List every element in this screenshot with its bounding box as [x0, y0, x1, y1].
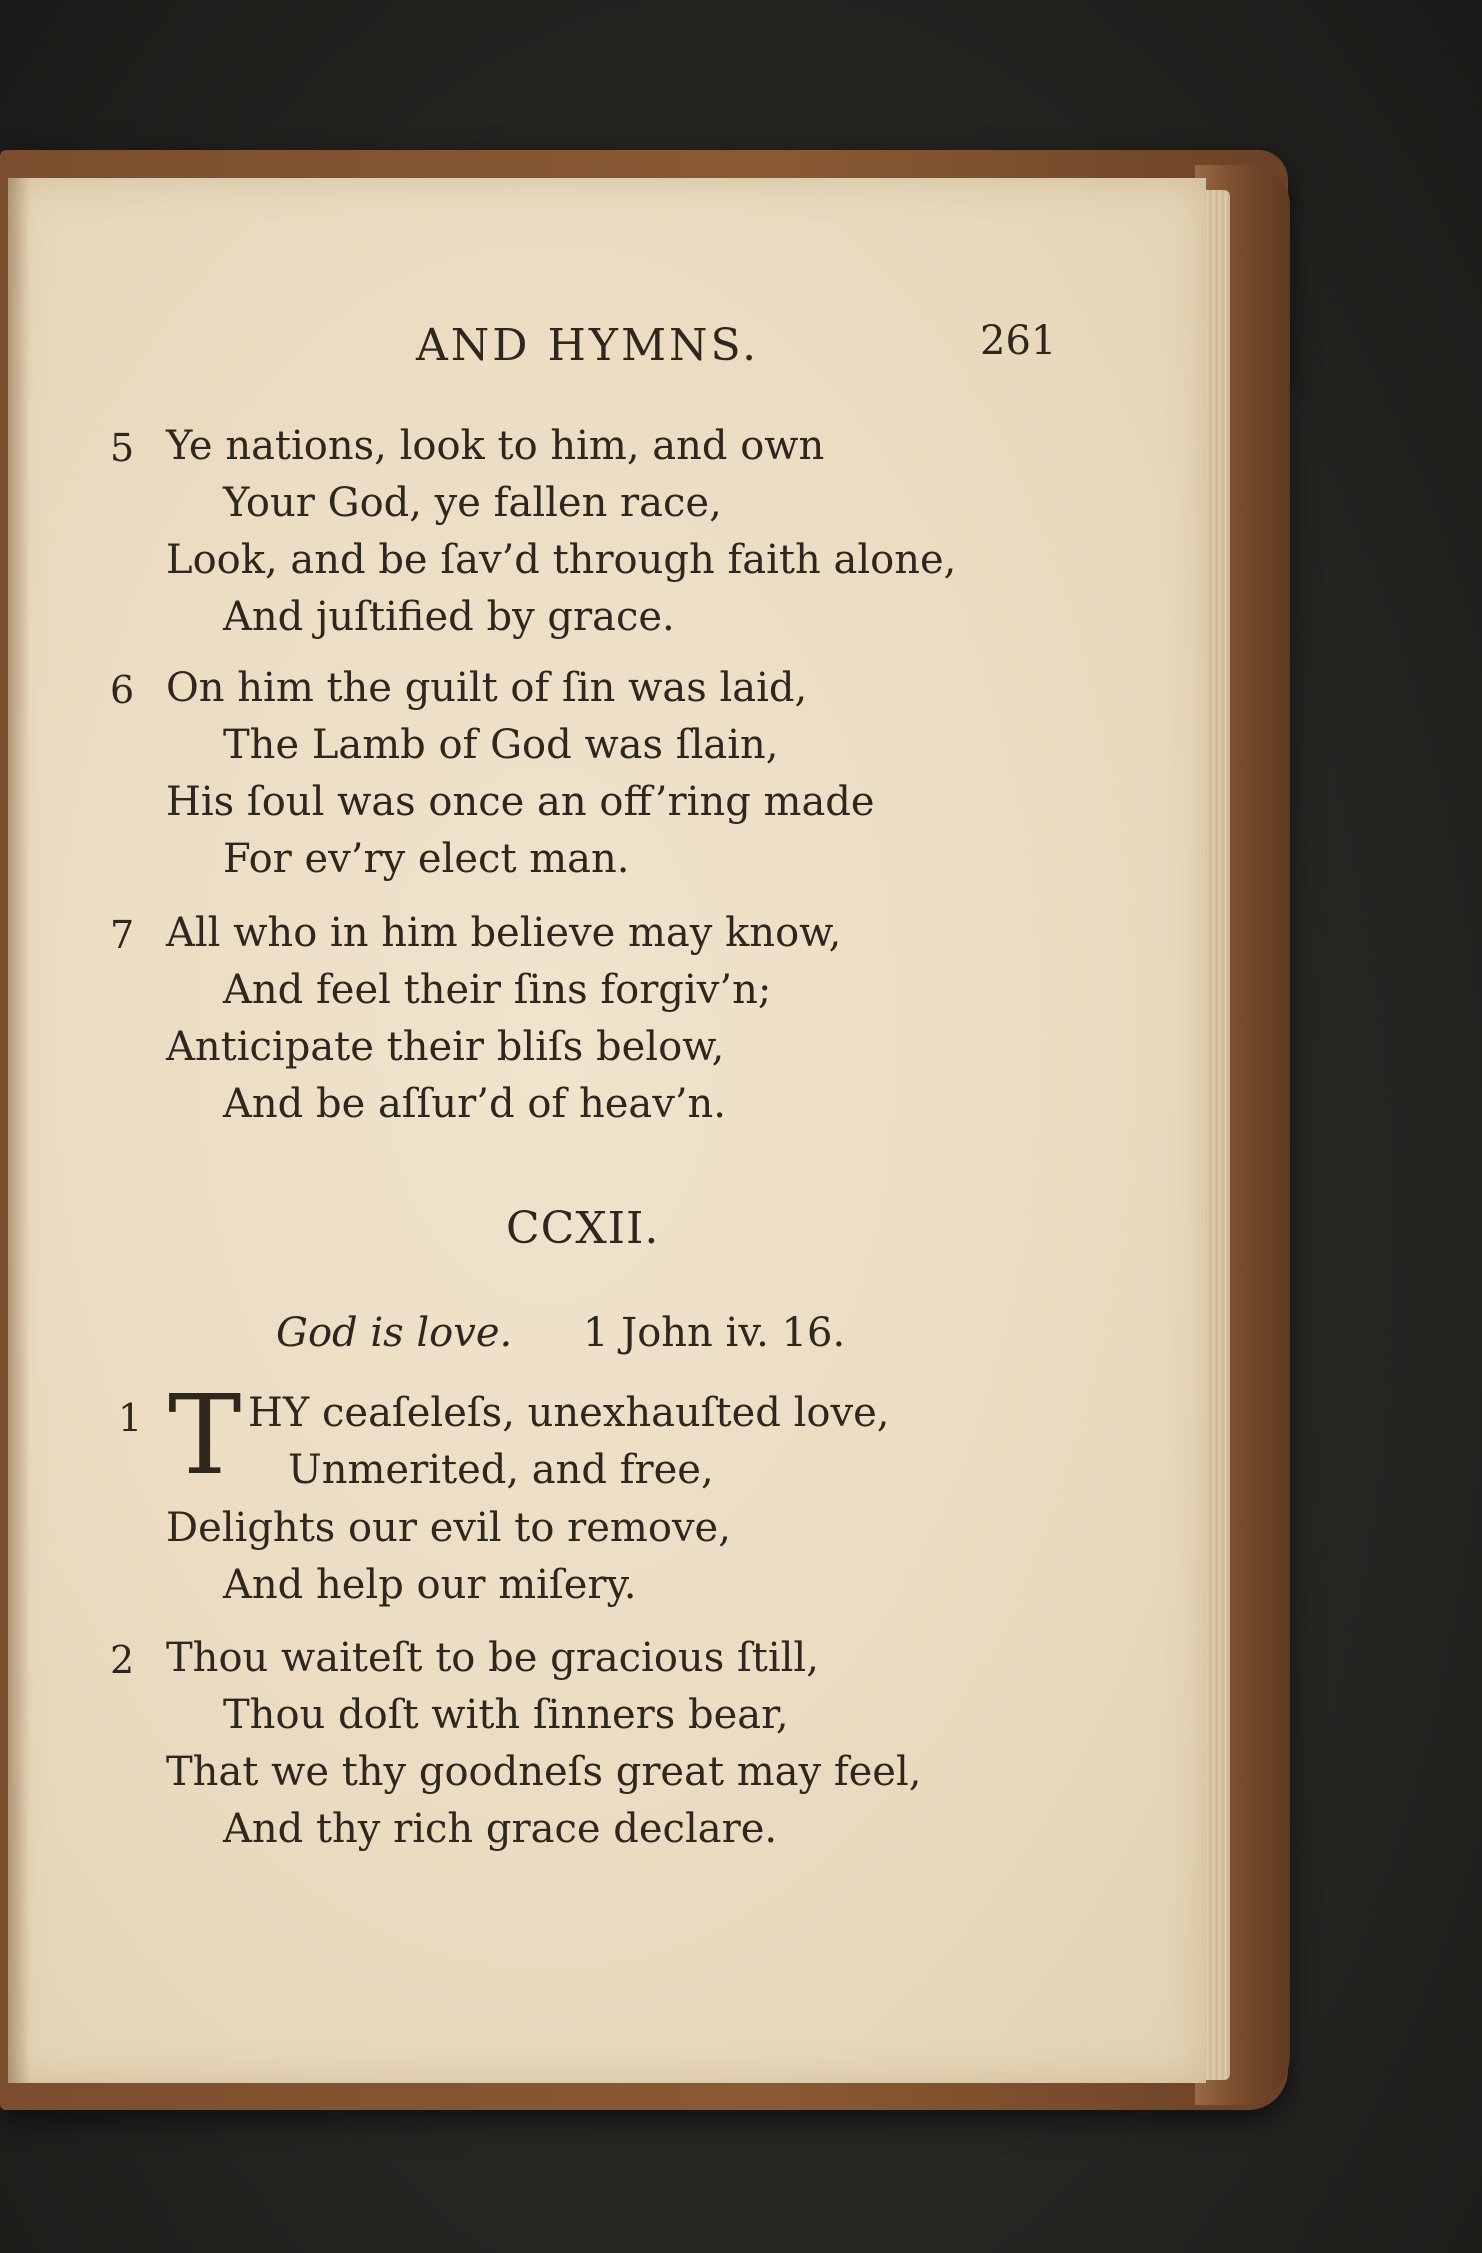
verse-number: 6 — [110, 668, 135, 712]
verse-line: And feel their ſins forgiv’n; — [223, 967, 772, 1013]
verse-line: On him the guilt of ſin was laid, — [166, 665, 808, 711]
verse-line: And thy rich grace declare. — [223, 1806, 778, 1852]
verse-line: That we thy goodneſs great may feel, — [166, 1749, 922, 1795]
running-title: AND HYMNS. — [416, 320, 760, 371]
verse-line: And juſtified by grace. — [223, 594, 675, 640]
drop-cap: T — [168, 1371, 242, 1499]
verse-line: Your God, ye fallen race, — [223, 480, 722, 526]
hymn-subtitle: God is love. — [276, 1310, 513, 1356]
verse-line: Thou doſt with ſinners bear, — [223, 1692, 789, 1738]
page-gutter-shadow — [8, 178, 30, 2083]
verse-line: And be aſſur’d of heav’n. — [223, 1081, 727, 1127]
verse-line: The Lamb of God was ſlain, — [223, 722, 779, 768]
verse-line: HY ceaſeleſs, unexhauſted love, — [248, 1390, 890, 1436]
verse-line: All who in him believe may know, — [166, 910, 842, 956]
verse-line: Look, and be ſav’d through faith alone, — [166, 537, 957, 583]
verse-number: 5 — [110, 426, 135, 470]
verse-number: 1 — [118, 1396, 143, 1440]
verse-line: Unmerited, and free, — [288, 1447, 714, 1493]
verse-line: And help our miſery. — [223, 1562, 637, 1608]
page-number: 261 — [980, 318, 1057, 364]
verse-number: 7 — [110, 913, 135, 957]
verse-line: For ev’ry elect man. — [223, 836, 630, 882]
book-page — [8, 178, 1206, 2083]
verse-line: Delights our evil to remove, — [166, 1505, 731, 1551]
verse-line: His ſoul was once an off’ring made — [166, 779, 875, 825]
hymn-numeral: CCXII. — [506, 1203, 660, 1254]
verse-line: Thou waiteſt to be gracious ſtill, — [166, 1635, 819, 1681]
scripture-reference: 1 John iv. 16. — [583, 1310, 846, 1356]
verse-number: 2 — [110, 1638, 135, 1682]
verse-line: Anticipate their bliſs below, — [166, 1024, 725, 1070]
verse-line: Ye nations, look to him, and own — [166, 423, 825, 469]
